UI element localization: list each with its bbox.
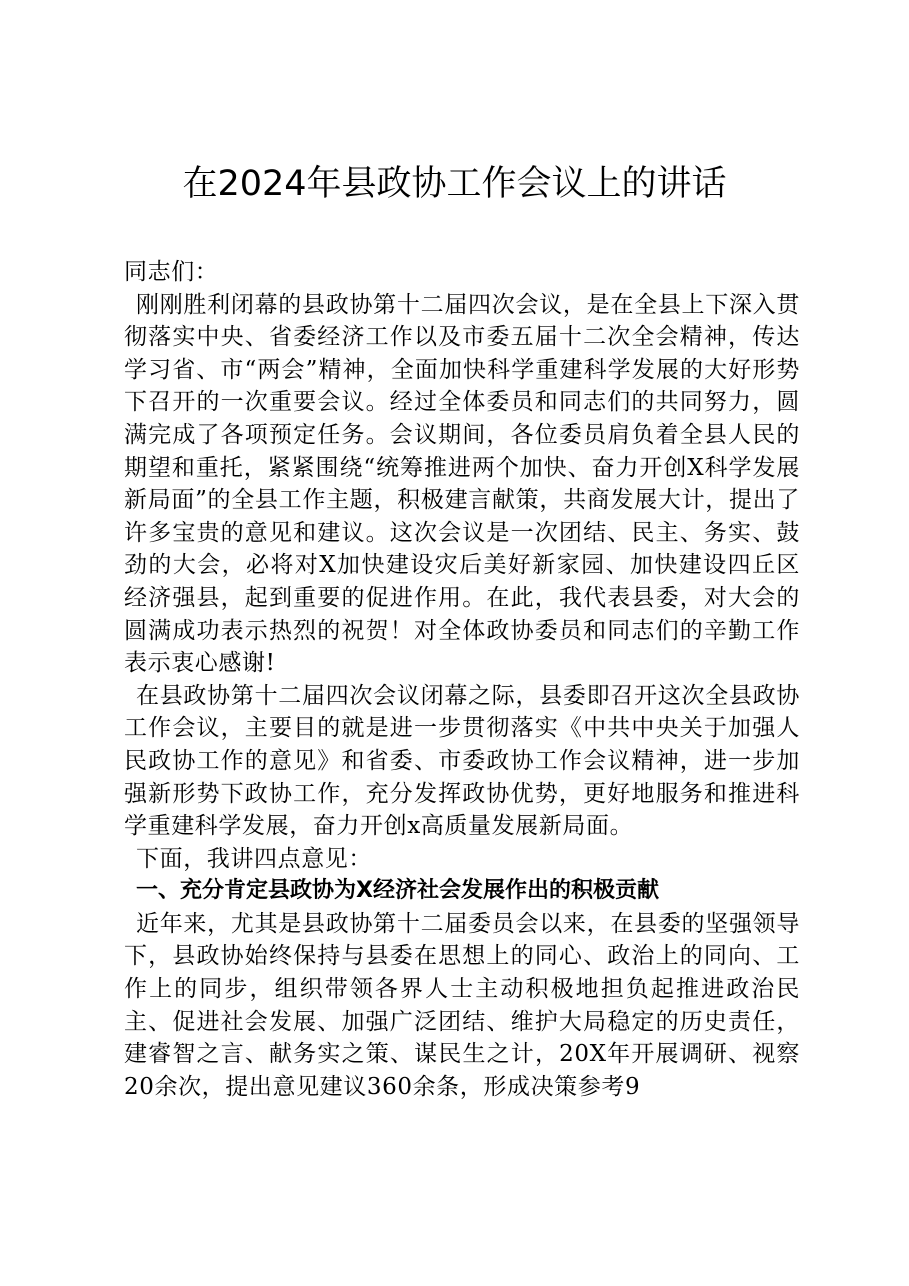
paragraph-purpose: 在县政协第十二届四次会议闭幕之际，县委即召开这次全县政协工作会议，主要目的就是进一步贯彻落实《中共中央关于加强人民政协工作的意见》和省委、市委政协工作会议精神，进一步加强新形势下政协工作，充分发挥政协优势，更好地服务和推进科学重建科学发展，奋力开创x高质量发展新局面。	[124, 682, 800, 840]
paragraph-opening: 刚刚胜利闭幕的县政协第十二届四次会议，是在全县上下深入贯彻落实中央、省委经济工作以及市委五届十二次全会精神，传达学习省、市“两会”精神，全面加快科学重建科学发展的大好形势下召开的一次重要会议。经过全体委员和同志们的共同努力，圆满完成了各项预定任务。会议期间，各位委员肩负着全县人民的期望和重托，紧紧围绕“统筹推进两个加快、奋力开创X科学发展新局面”的全县工作主题，积极建言献策，共商发展大计，提出了许多宝贵的意见和建议。这次会议是一次团结、民主、务实、鼓劲的大会，必将对X加快建设灾后美好新家园、加快建设四丘区经济强县，起到重要的促进作用。在此，我代表县委，对大会的圆满成功表示热烈的祝贺！对全体政协委员和同志们的辛勤工作表示衷心感谢!	[124, 291, 800, 677]
salutation: 同志们：	[124, 259, 219, 285]
paragraph-section-1: 近年来，尤其是县政协第十二届委员会以来，在县委的坚强领导下，县政协始终保持与县委在思想上的同心、政治上的同向、工作上的同步，组织带领各界人士主动积极地担负起推进政治民主、促进社会发展、加强广泛团结、维护大局稳定的历史责任，建睿智之言、献务实之策、谋民生之计，20X年开展调研、视察20余次，提出意见建议360余条，形成决策参考9	[124, 910, 800, 1100]
document-title: 在2024年县政协工作会议上的讲话	[182, 164, 727, 204]
document-body	[124, 256, 800, 1103]
paragraph-outline: 下面，我讲四点意见：	[136, 845, 372, 872]
section-heading-1: 一、充分肯定县政协为X经济社会发展作出的积极贡献	[136, 878, 659, 904]
